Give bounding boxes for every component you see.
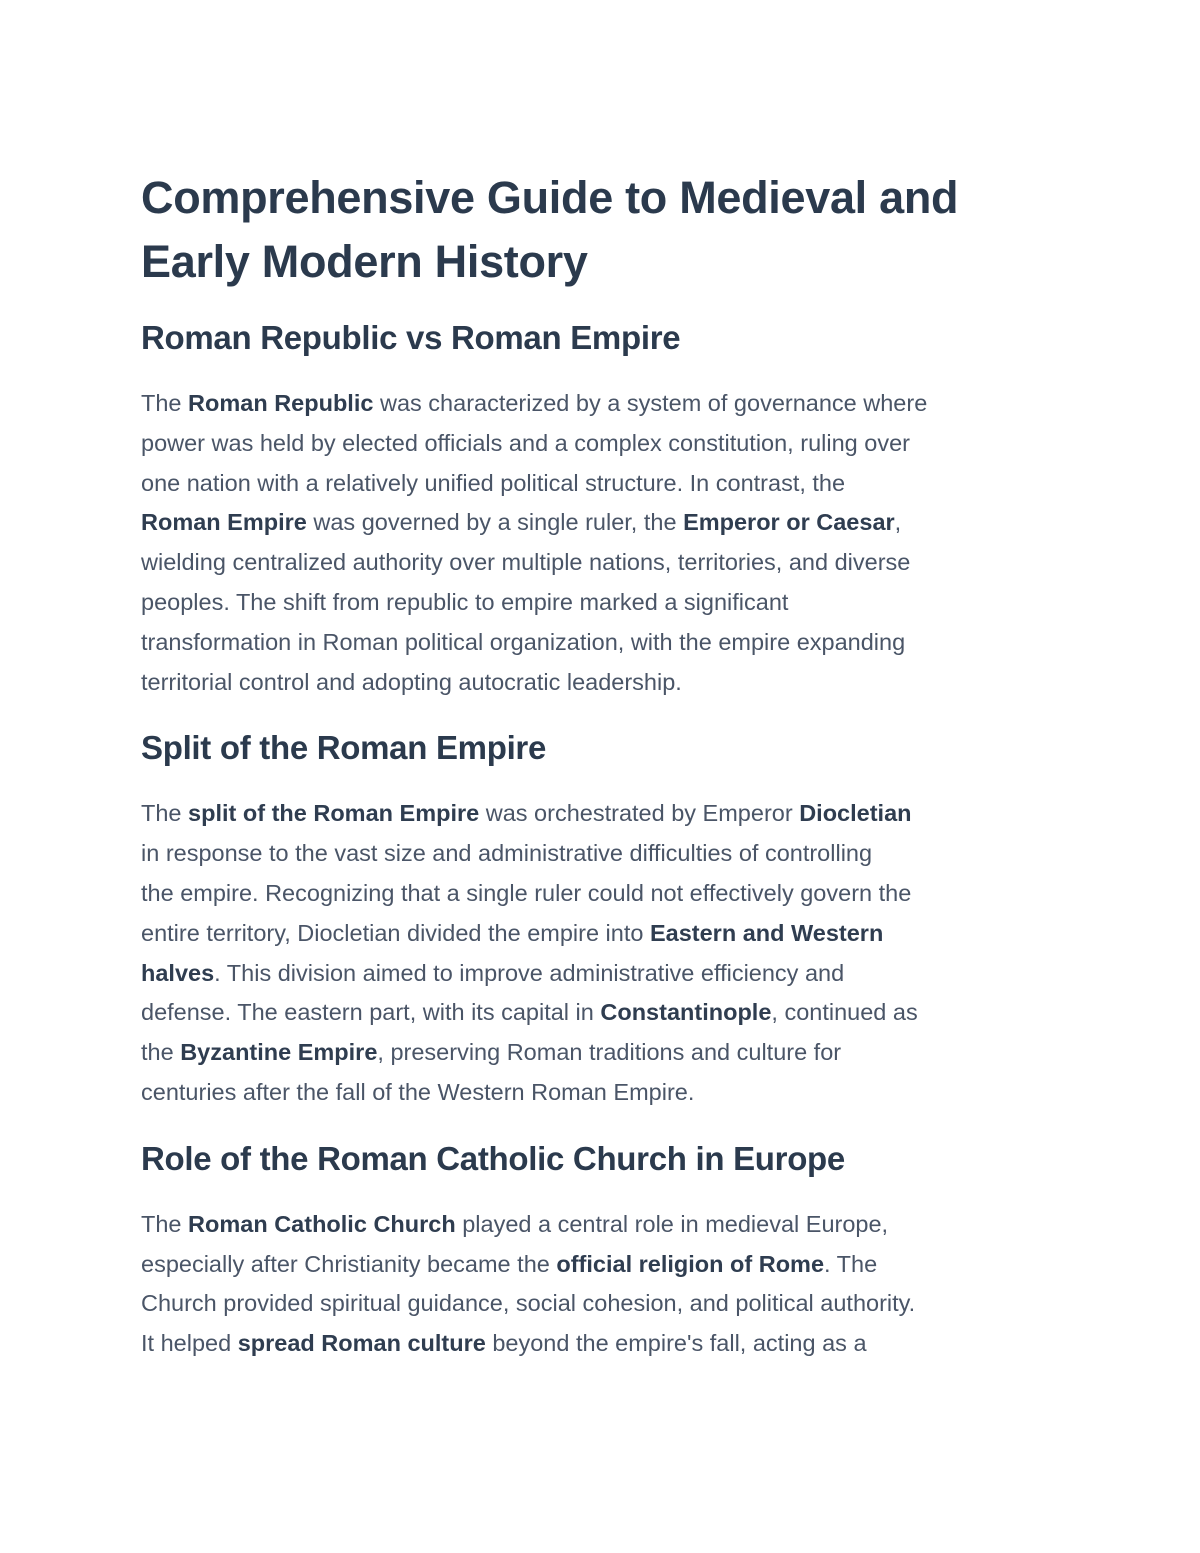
text-run: the empire. Recognizing that a single ruler could not effectively govern the [141, 879, 912, 906]
text-run: was orchestrated by Emperor [479, 800, 800, 827]
text-run: , continued as [771, 999, 918, 1026]
section [141, 726, 1081, 1112]
text-run: Church provided spiritual guidance, social cohesion, and political authority. [141, 1290, 916, 1317]
text-run: the [141, 1039, 181, 1066]
paragraph-line [141, 1033, 1081, 1073]
text-run: It helped [141, 1330, 238, 1357]
bold-term: Diocletian [799, 800, 912, 827]
section-paragraph [141, 794, 1081, 1112]
section [141, 1137, 1081, 1364]
paragraph-line [141, 384, 1081, 424]
text-run: in response to the vast size and administrative difficulties of controlling [141, 840, 873, 867]
text-run: entire territory, Diocletian divided the empire into [141, 919, 650, 946]
text-run: centuries after the fall of the Western Roman Empire. [141, 1078, 695, 1105]
paragraph-line [141, 464, 1081, 504]
text-run: , [894, 509, 902, 536]
paragraph-line [141, 583, 1081, 623]
text-run: was characterized by a system of governance where [373, 390, 928, 416]
paragraph-line [141, 1073, 1081, 1113]
text-run: . This division aimed to improve administrative efficiency and [214, 959, 845, 986]
bold-term: halves [141, 959, 215, 986]
bold-term: Constantinople [600, 999, 772, 1026]
document-title [141, 166, 1081, 294]
bold-term: Byzantine Empire [180, 1039, 378, 1066]
paragraph-line [141, 623, 1081, 663]
bold-term: spread Roman culture [237, 1330, 486, 1357]
section [141, 316, 1081, 702]
bold-term: Roman Empire [141, 509, 307, 536]
text-run: power was held by elected officials and a complex constitution, ruling over [141, 429, 910, 456]
paragraph-line [141, 834, 1081, 874]
text-run: The [141, 800, 189, 827]
paragraph-line [141, 663, 1081, 703]
section-heading: Roman Republic vs Roman Empire [141, 319, 681, 356]
text-run: played a central role in medieval Europe, [455, 1210, 889, 1237]
paragraph-line [141, 874, 1081, 914]
text-run: transformation in Roman political organization, with the empire expanding [141, 628, 906, 655]
paragraph-line [141, 954, 1081, 994]
section-heading: Split of the Roman Empire [141, 729, 547, 767]
title-line: Comprehensive Guide to Medieval and [141, 172, 959, 223]
title-line: Early Modern History [141, 236, 588, 287]
text-run: The [141, 390, 189, 416]
text-run: . The [824, 1250, 878, 1277]
paragraph-line [141, 794, 1081, 834]
bold-term: Emperor or Caesar [683, 509, 895, 536]
text-run: especially after Christianity became the [141, 1250, 557, 1277]
text-run: peoples. The shift from republic to empire marked a significant [141, 588, 789, 615]
bold-term: official religion of Rome [556, 1250, 825, 1277]
paragraph-line [141, 503, 1081, 543]
section-paragraph [141, 1205, 1081, 1364]
text-run: , preserving Roman traditions and culture for [377, 1039, 842, 1066]
paragraph-line [141, 1284, 1081, 1324]
section-heading: Role of the Roman Catholic Church in Europe [141, 1139, 845, 1177]
paragraph-line [141, 1205, 1081, 1245]
text-run: defense. The eastern part, with its capital in [141, 999, 601, 1026]
text-run: beyond the empire's fall, acting as a [485, 1330, 867, 1357]
text-run: territorial control and adopting autocratic leadership. [141, 668, 682, 695]
bold-term: Roman Republic [188, 390, 374, 416]
paragraph-line [141, 424, 1081, 464]
text-run: was governed by a single ruler, the [306, 509, 684, 536]
text-run: wielding centralized authority over multiple nations, territories, and diverse [141, 549, 911, 576]
paragraph-line [141, 993, 1081, 1033]
bold-term: Eastern and Western [649, 919, 884, 946]
text-run: The [141, 1210, 189, 1237]
paragraph-line [141, 1245, 1081, 1285]
bold-term: split of the Roman Empire [188, 800, 480, 827]
paragraph-line [141, 543, 1081, 583]
paragraph-line [141, 1324, 1081, 1364]
paragraph-line [141, 914, 1081, 954]
section-paragraph [141, 384, 1081, 702]
document-page [141, 166, 1081, 1364]
text-run: one nation with a relatively unified political structure. In contrast, the [141, 469, 846, 496]
bold-term: Roman Catholic Church [188, 1210, 456, 1237]
